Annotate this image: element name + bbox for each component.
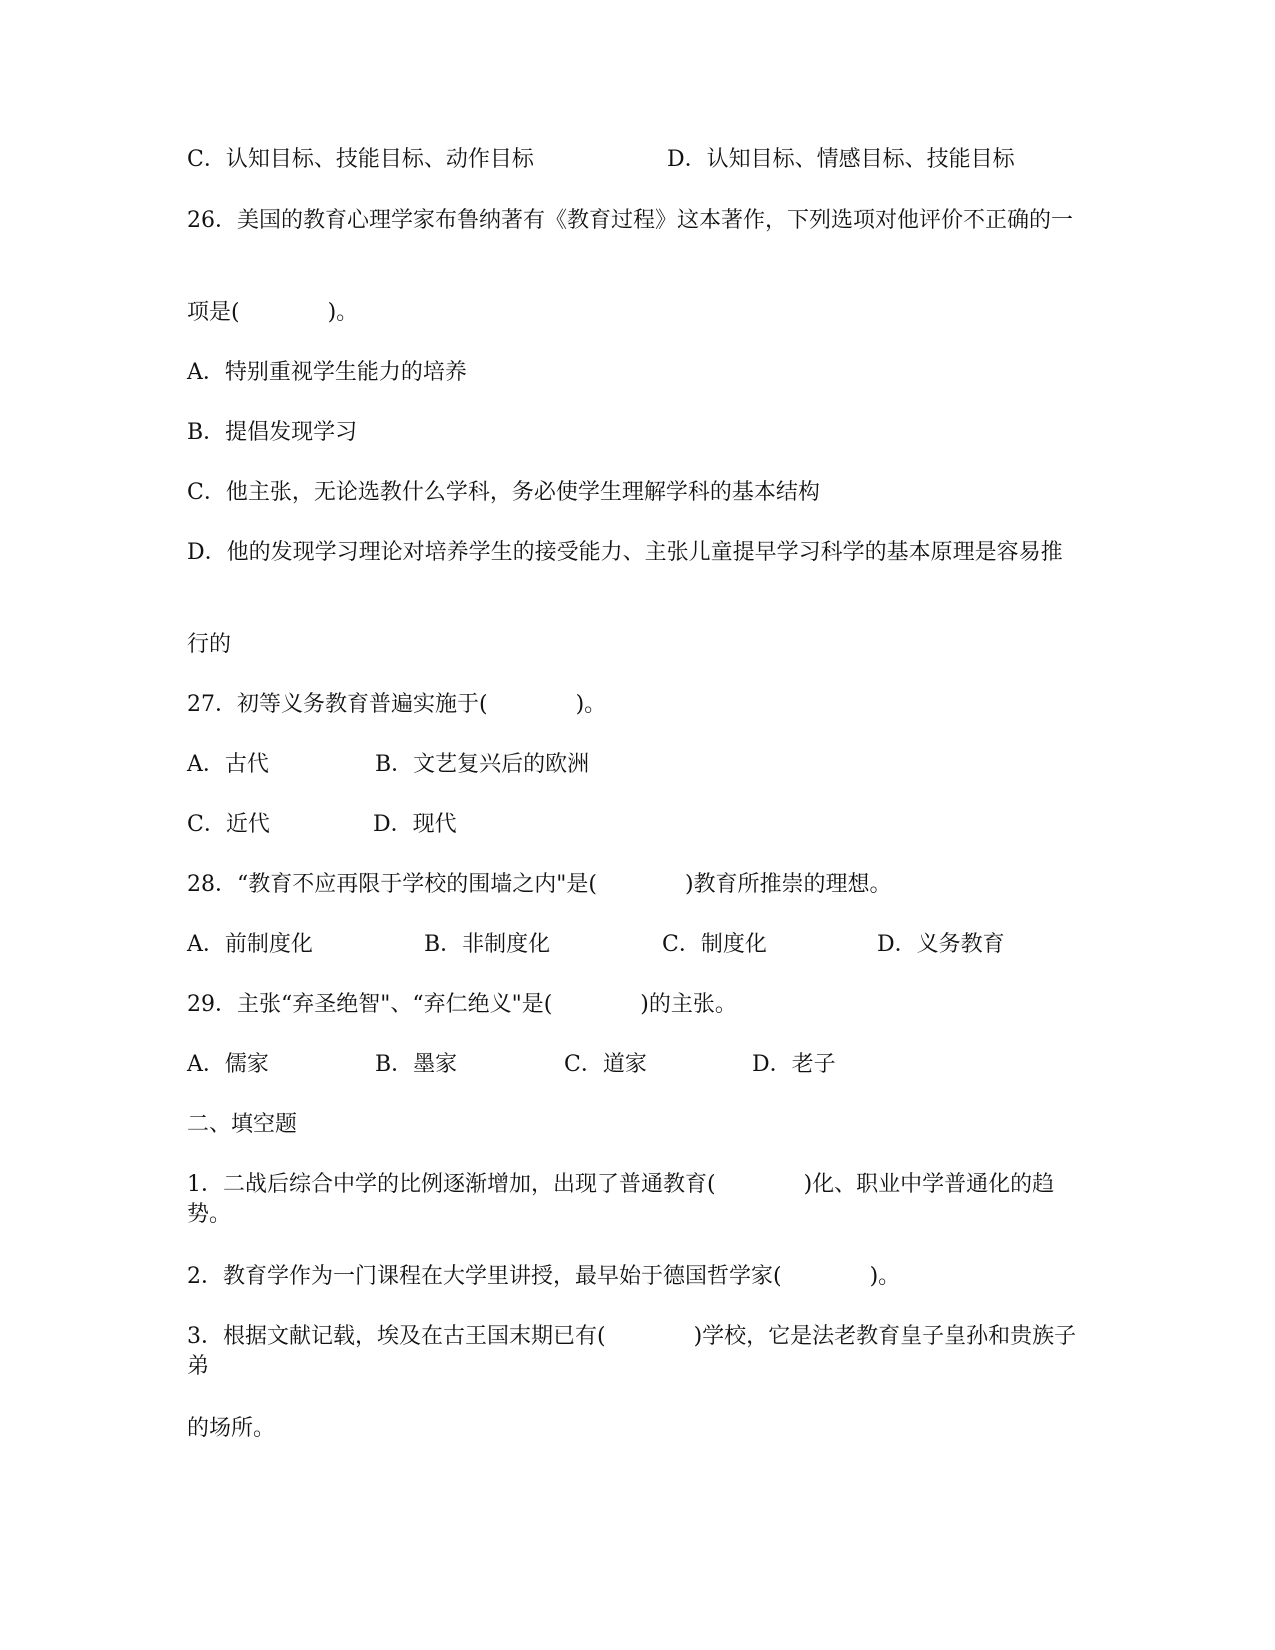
section-heading-fill-in: 二、填空题 [187, 1112, 298, 1137]
fill-question-2: 2．教育学作为一门课程在大学里讲授，最早始于德国哲学家( )。 [187, 1264, 901, 1289]
q26-option-d: D．他的发现学习理论对培养学生的接受能力、主张儿童提早学习科学的基本原理是容易推 [187, 540, 1063, 565]
q26-option-d-continued: 行的 [187, 632, 232, 657]
fill-question-3-continued: 的场所。 [187, 1416, 276, 1441]
q29-stem: 29．主张“弃圣绝智"、“弃仁绝义"是( )的主张。 [187, 992, 737, 1017]
q26-stem-continued: 项是( )。 [187, 300, 359, 325]
q28-option-a: A．前制度化 [187, 932, 313, 957]
q26-option-a: A．特别重视学生能力的培养 [187, 360, 467, 385]
q27-option-d: D．现代 [373, 812, 457, 837]
q25-option-d: D．认知目标、情感目标、技能目标 [667, 147, 1015, 172]
q27-stem: 27．初等义务教育普遍实施于( )。 [187, 692, 607, 717]
q26-option-c: C．他主张，无论选教什么学科，务必使学生理解学科的基本结构 [187, 480, 820, 505]
q27-option-c: C．近代 [187, 812, 270, 837]
q28-stem: 28．“教育不应再限于学校的围墙之内"是( )教育所推崇的理想。 [187, 872, 892, 897]
q29-option-b: B．墨家 [375, 1052, 458, 1077]
fill-question-1: 1．二战后综合中学的比例逐渐增加，出现了普通教育( )化、职业中学普通化的趋势。 [187, 1172, 1055, 1227]
fill-question-3: 3．根据文献记载，埃及在古王国末期已有( )学校，它是法老教育皇子皇孙和贵族子弟 [187, 1324, 1077, 1379]
q27-option-a: A．古代 [187, 752, 269, 777]
q26-stem: 26．美国的教育心理学家布鲁纳著有《教育过程》这本著作，下列选项对他评价不正确的一 [187, 208, 1073, 233]
q25-option-c: C．认知目标、技能目标、动作目标 [187, 147, 534, 172]
q26-option-b: B．提倡发现学习 [187, 420, 358, 445]
q28-option-c: C．制度化 [662, 932, 767, 957]
q28-option-b: B．非制度化 [424, 932, 551, 957]
q27-option-b: B．文艺复兴后的欧洲 [375, 752, 590, 777]
q29-option-a: A．儒家 [187, 1052, 269, 1077]
q29-option-c: C．道家 [564, 1052, 647, 1077]
q29-option-d: D．老子 [752, 1052, 836, 1077]
q28-option-d: D．义务教育 [877, 932, 1005, 957]
